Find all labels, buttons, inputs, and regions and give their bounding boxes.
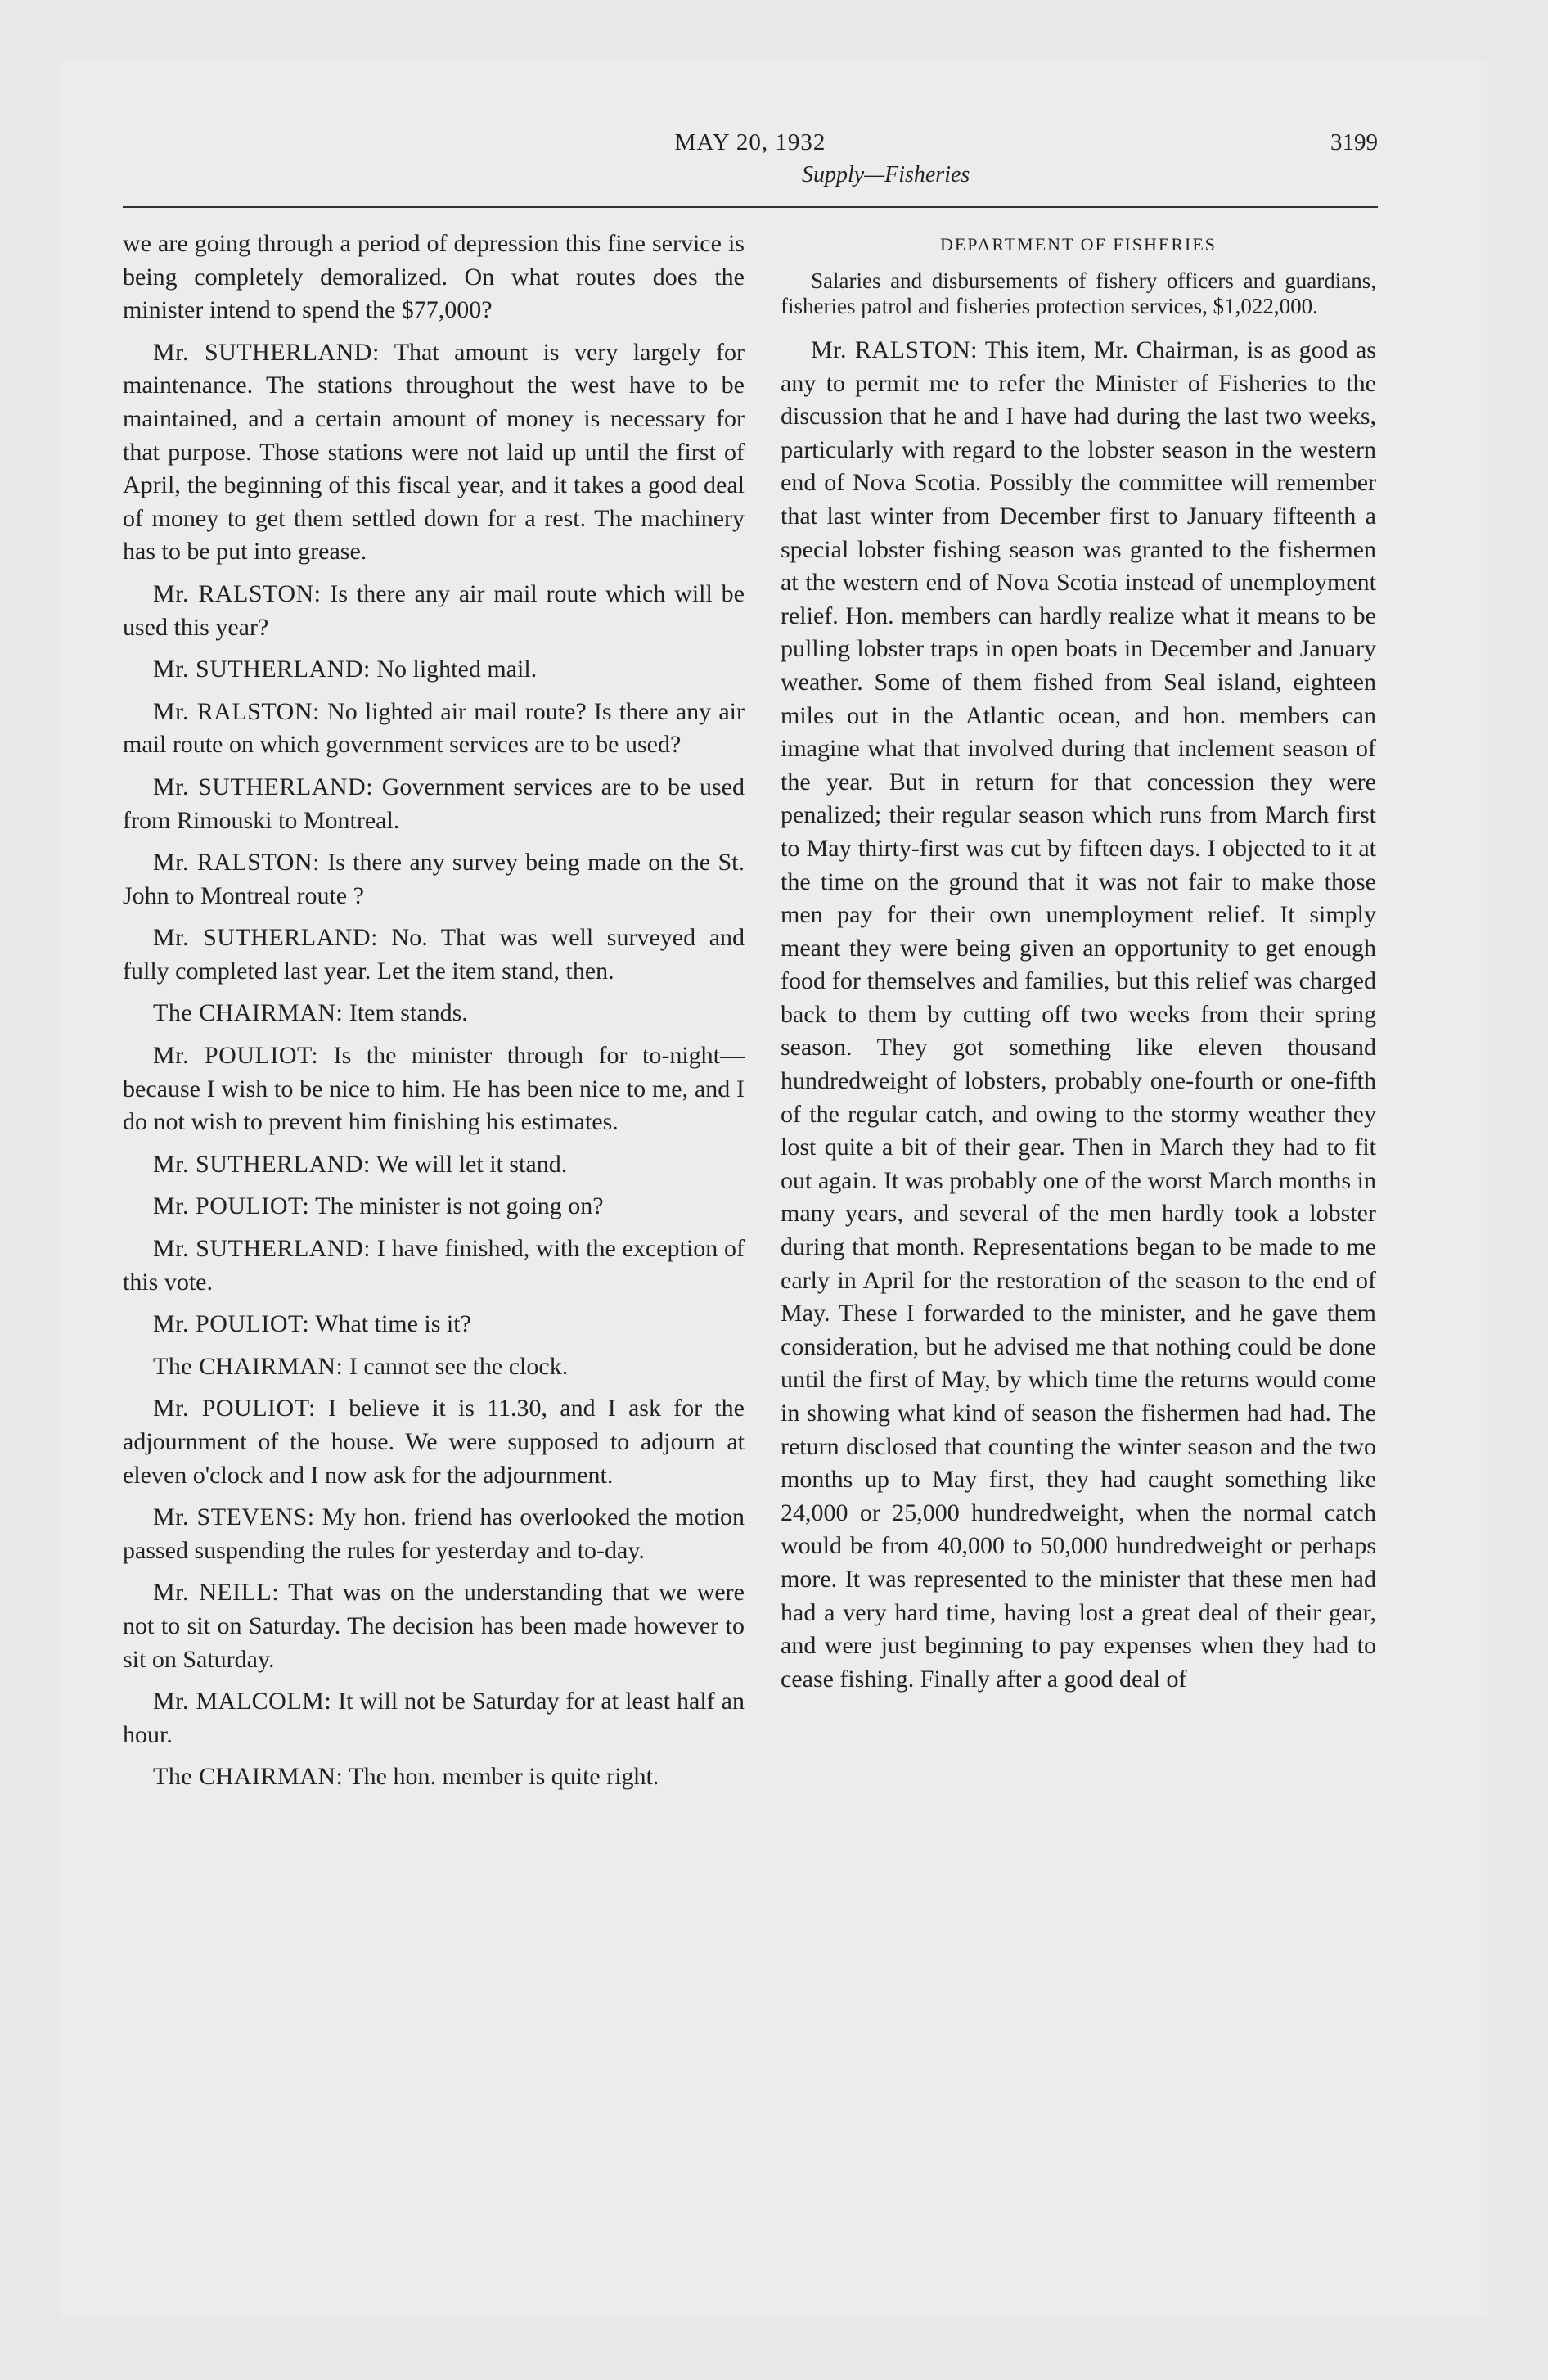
speaker-name: Mr. SUTHERLAND: [153, 656, 371, 683]
speaker-name: Mr. SUTHERLAND: [153, 1235, 371, 1263]
speech-paragraph [123, 997, 745, 1030]
speech-text: No lighted air mail route? Is there any air mail route on which government services are to be used? [123, 697, 745, 759]
speech-paragraph [123, 1392, 745, 1492]
speaker-name: Mr. POULIOT: [153, 1042, 319, 1070]
speech-paragraph [123, 1576, 745, 1676]
speech-paragraph [123, 1148, 745, 1182]
speech-paragraph [123, 771, 745, 837]
speech-text: we are going through a period of depression this fine service is being completely demoralized. On what routes does the minister intend to spend the $77,000? [123, 230, 745, 324]
speech-text: Government services are to be used from Rimouski to Montreal. [123, 773, 745, 834]
speech-text: No. That was well surveyed and fully completed last year. Let the item stand, then. [123, 924, 745, 985]
speech-paragraph [123, 1501, 745, 1567]
speaker-name: Mr. POULIOT: [153, 1192, 310, 1220]
speech-paragraph [123, 653, 745, 687]
speech-text: That was on the understanding that we were not to sit on Saturday. The decision has been made however to sit on Saturday. [123, 1579, 745, 1673]
estimate-item-text: Salaries and disbursements of fishery officers and guardians, fisheries patrol and fisheries protection services, $1,022,000. [781, 268, 1376, 318]
speech-text: What time is it? [315, 1310, 471, 1338]
speech-text: The minister is not going on? [315, 1192, 604, 1220]
speech-paragraph [123, 846, 745, 913]
speaker-name: The CHAIRMAN: [153, 999, 344, 1027]
speech-paragraph [123, 922, 745, 988]
speech-paragraph [123, 578, 745, 644]
speech-text: Item stands. [349, 999, 468, 1027]
speech-text: Is there any air mail route which will be used this year? [123, 579, 745, 641]
speech-text: I have finished, with the exception of this vote. [123, 1235, 745, 1296]
speech-paragraph [123, 336, 745, 569]
header-subject: Supply—Fisheries [802, 162, 970, 187]
speech-paragraph [123, 1760, 745, 1794]
page-header [123, 129, 1378, 187]
speaker-name: The CHAIRMAN: [153, 1352, 344, 1380]
header-date: MAY 20, 1932 [674, 129, 826, 156]
speech-text: My hon. friend has overlooked the motion passed suspending the rules for yesterday and to-day. [123, 1503, 745, 1564]
speaker-name: Mr. MALCOLM: [153, 1688, 332, 1715]
speaker-name: Mr. POULIOT: [153, 1310, 310, 1338]
right-column [781, 228, 1376, 1705]
speaker-name: Mr. SUTHERLAND: [153, 338, 380, 366]
speech-text: Is there any survey being made on the St. John to Montreal route ? [123, 849, 745, 909]
speech-paragraph [123, 1190, 745, 1224]
department-heading: DEPARTMENT OF FISHERIES [939, 234, 1217, 255]
speech-text: The hon. member is quite right. [349, 1763, 659, 1791]
speech-paragraph [781, 334, 1376, 1696]
speech-text: No lighted mail. [376, 656, 538, 683]
speech-text: We will let it stand. [376, 1150, 568, 1178]
speaker-name: Mr. SUTHERLAND: [153, 924, 378, 952]
speech-text: I cannot see the clock. [349, 1352, 569, 1380]
speaker-name: Mr. SUTHERLAND: [153, 1150, 371, 1178]
speech-paragraph [123, 228, 745, 327]
header-rule [123, 206, 1378, 208]
speaker-name: The CHAIRMAN: [153, 1763, 344, 1791]
speech-text: This item, Mr. Chairman, is as good as any to permit me to refer the Minister of Fisheries to the discussion that he and I have had during the last two weeks, particularly with regard to the lobster season in the western end of Nova Scotia. Possibly the committee will remember that last winter from December first to January fifteenth a special lobster fishing season was granted to the fishermen at the western end of Nova Scotia instead of unemployment relief. Hon. members can hardly realize what it means to be pulling lobster traps in open boats in December and January weather. Some of them fished from Seal island, eighteen miles out in the Atlantic ocean, and hon. members can imagine what that involved during that inclement season of the year. But in return for that concession they were penalized; their regular season which runs from March first to May thirty-first was cut by fifteen days. I objected to it at the time on the ground that it was not fair to make those men pay for their own unemployment relief. It simply meant they were being given an opportunity to get enough food for themselves and families, but this relief was charged back to them by cutting off two weeks from their spring season. They got something like eleven thousand hundredweight of lobsters, probably one-fourth or one-fifth of the regular catch, and owing to the stormy weather they lost quite a bit of their gear. Then in March they had to fit out again. It was probably one of the worst March months in many years, and several of the men hardly took a lobster during that month. Representations began to be made to me early in April for the restoration of the season to the end of May. These I forwarded to the minister, and he gave them consideration, but he advised me that nothing could be done until the first of May, by which time the returns would come in showing what kind of season the fishermen had had. The return disclosed that counting the winter season and the two months up to May first, they had caught something like 24,000 or 25,000 hundredweight, when the normal catch would be from 40,000 to 50,000 hundredweight or perhaps more. It was represented to the minister that these men had had a very hard time, having lost a great deal of their gear, and were just beginning to pay expenses when they had to cease fishing. Finally after a good deal of [781, 336, 1376, 1693]
speaker-name: Mr. RALSTON: [153, 579, 322, 607]
header-page-number: 3199 [1330, 129, 1378, 156]
speech-paragraph [123, 1233, 745, 1299]
speaker-name: Mr. STEVENS: [153, 1503, 315, 1531]
speech-paragraph [123, 1308, 745, 1341]
speaker-name: Mr. SUTHERLAND: [153, 773, 374, 800]
speech-text: Is the minister through for to-night—because I wish to be nice to him. He has been nice to me, and I do not wish to prevent him finishing his estimates. [123, 1042, 745, 1136]
speaker-name: Mr. RALSTON: [153, 849, 320, 877]
speaker-name: Mr. NEILL: [153, 1579, 280, 1607]
speech-paragraph [123, 1039, 745, 1139]
left-column [123, 228, 745, 1803]
speaker-name: Mr. RALSTON: [153, 697, 320, 725]
speech-paragraph [123, 696, 745, 762]
speech-text: It will not be Saturday for at least half an hour. [123, 1688, 745, 1748]
speech-paragraph [123, 1350, 745, 1384]
speaker-name: Mr. RALSTON: [811, 336, 979, 363]
speech-text: I believe it is 11.30, and I ask for the adjournment of the house. We were supposed to adjourn at eleven o'clock and I now ask for the adjournment. [123, 1395, 745, 1489]
speech-text: That amount is very largely for maintenance. The stations throughout the west have to be maintained, and a certain amount of money is necessary for that purpose. Those stations were not laid up until the first of April, the beginning of this fiscal year, and it takes a good deal of money to get them settled down for a rest. The machinery has to be put into grease. [123, 338, 745, 566]
speech-paragraph [123, 1685, 745, 1751]
speaker-name: Mr. POULIOT: [153, 1395, 316, 1422]
